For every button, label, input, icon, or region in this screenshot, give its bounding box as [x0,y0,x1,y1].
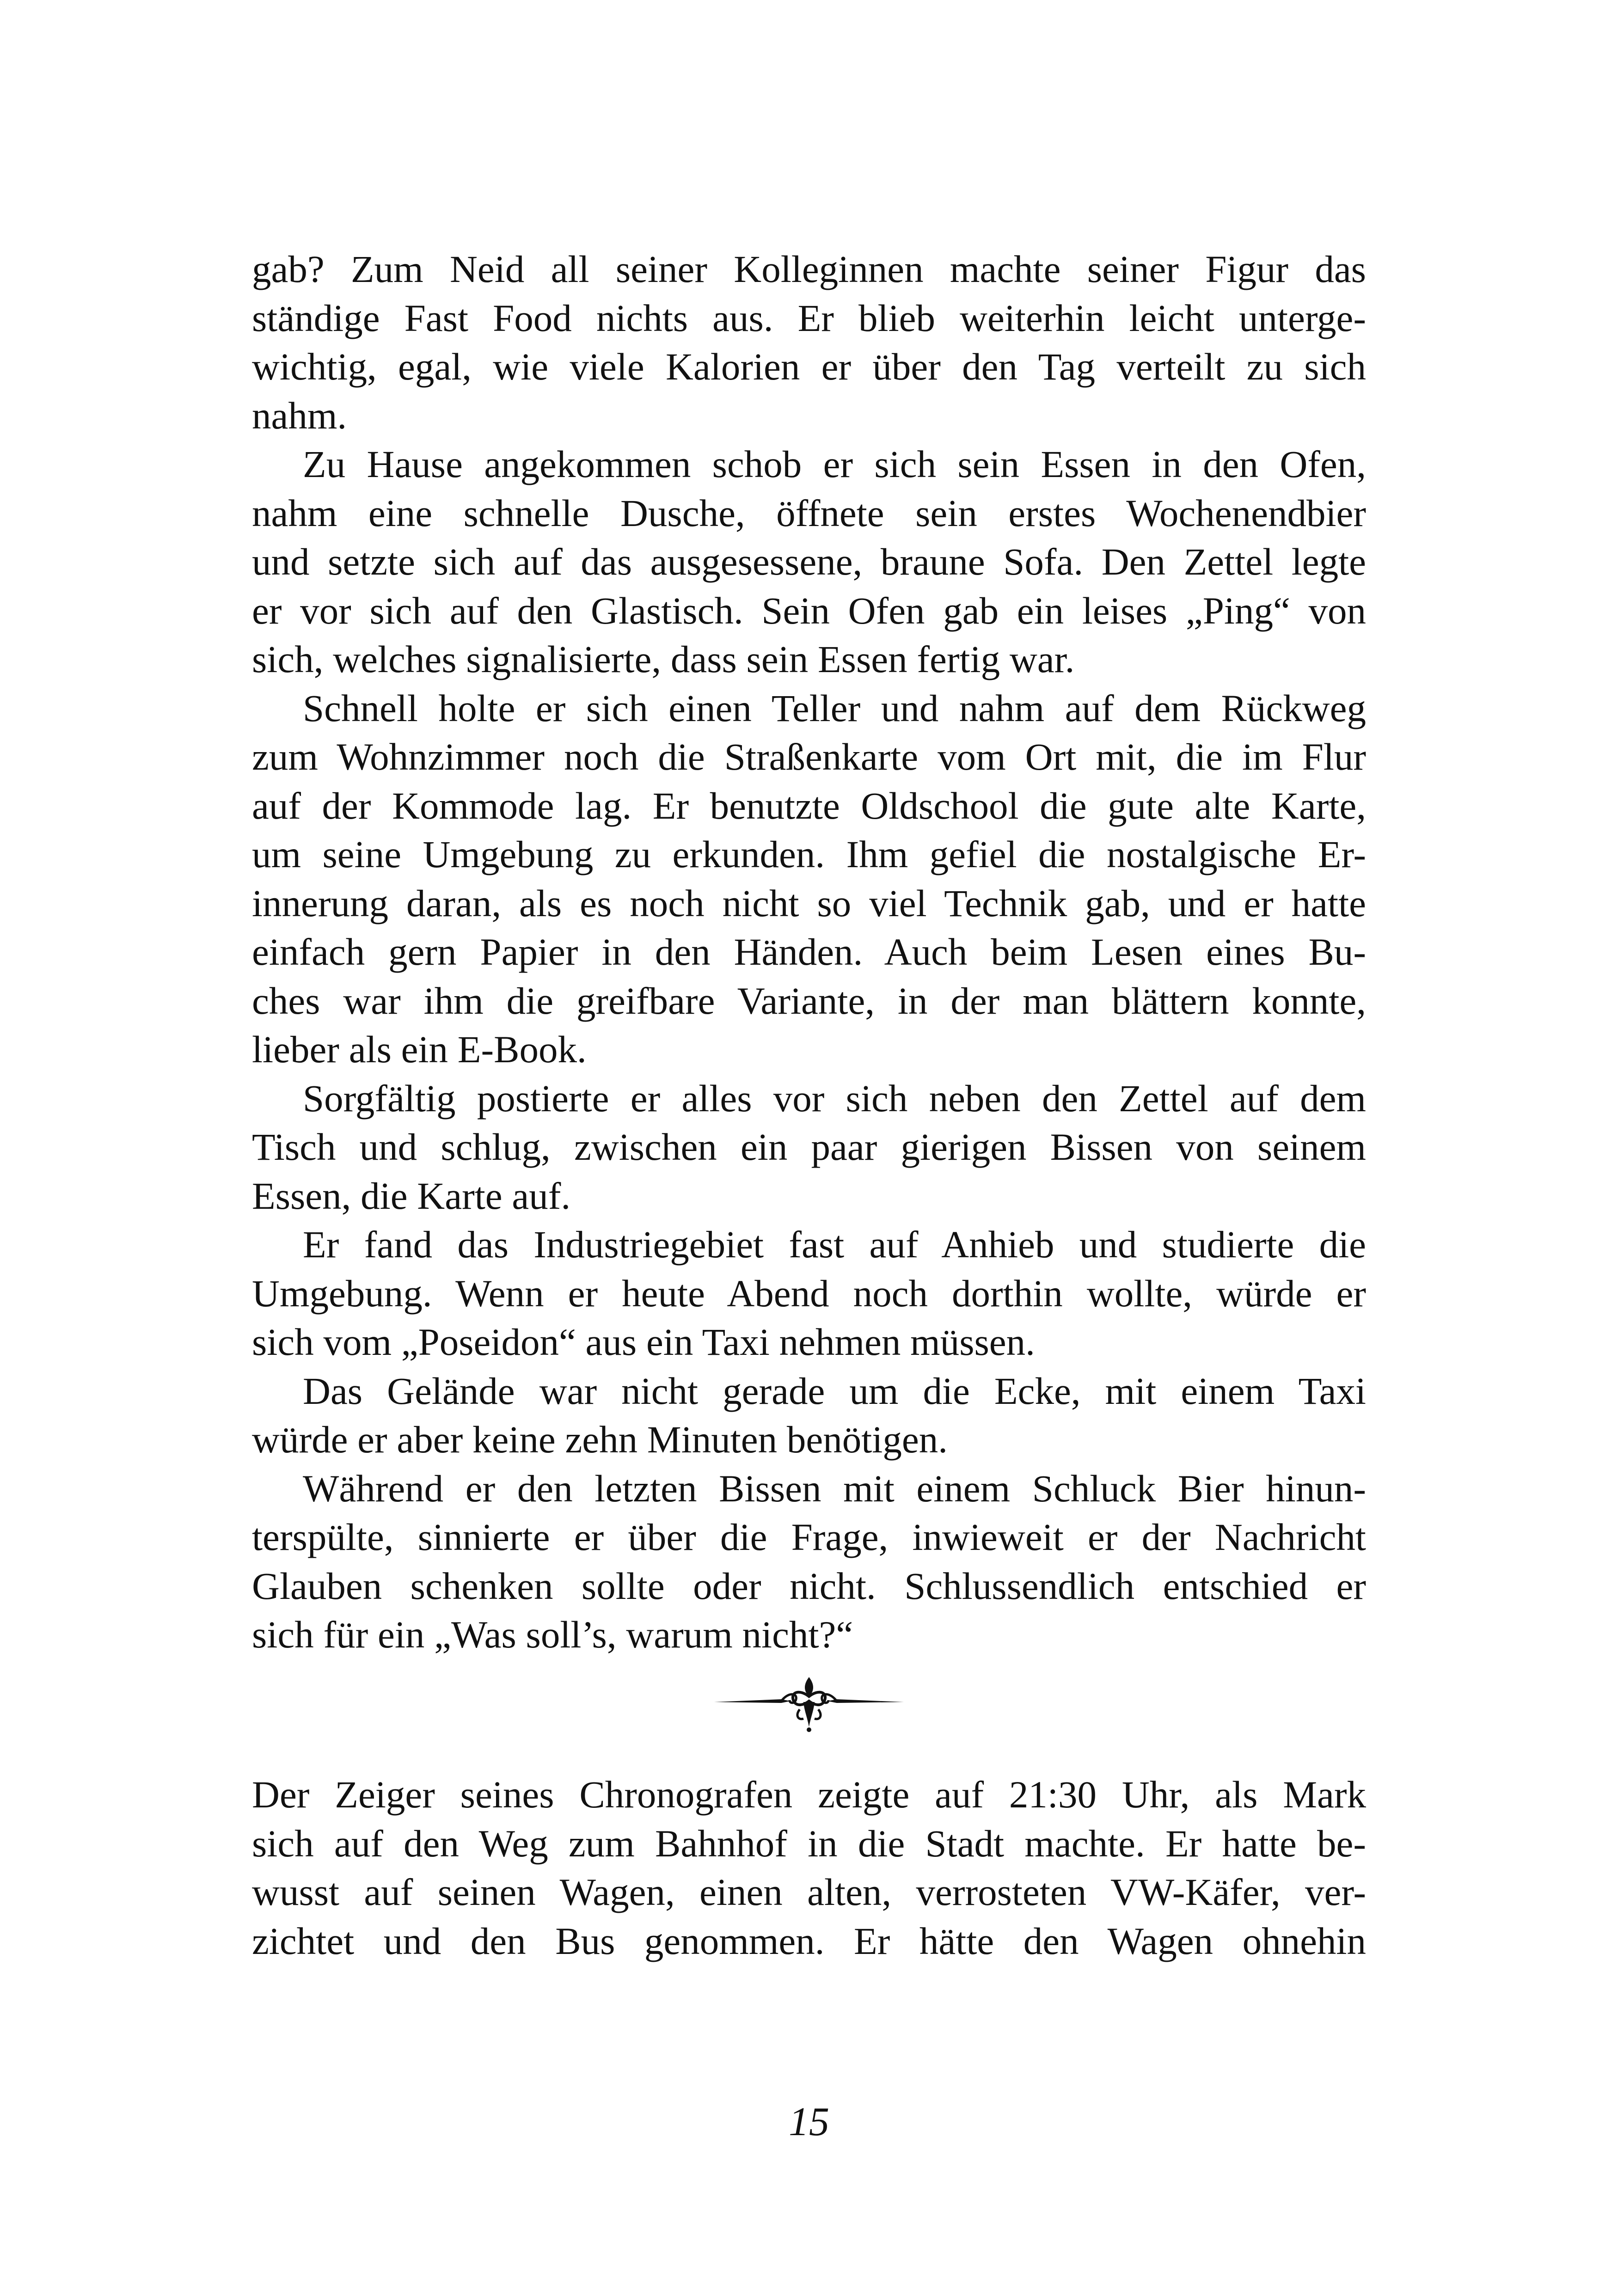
text-line: zichtet und den Bus genommen. Er hätte den Wagen ohnehin [252,1919,1366,1962]
text-line: ständige Fast Food nichts aus. Er blieb weiterhin leicht unterge- [252,296,1366,339]
text-line: Während er den letzten Bissen mit einem Schluck Bier hinun- [303,1467,1366,1510]
text-line: einfach gern Papier in den Händen. Auch beim Lesen eines Bu- [252,931,1366,973]
text-block-upper [252,245,1366,1659]
text-line: Er fand das Industriegebiet fast auf Anhieb und studierte die [303,1223,1366,1266]
text-line: Sorgfältig postierte er alles vor sich neben den Zettel auf dem [303,1077,1366,1120]
text-line: auf der Kommode lag. Er benutzte Oldschool die gute alte Karte, [252,784,1366,827]
text-line: innerung daran, als es noch nicht so viel Technik gab, und er hatte [252,882,1366,925]
text-line: sich für ein „Was soll’s, warum nicht?“ [252,1613,853,1656]
text-line: nahm. [252,394,347,437]
page-number: 15 [789,2100,829,2144]
text-line: ches war ihm die greifbare Variante, in der man blättern konnte, [252,979,1366,1022]
text-line: gab? Zum Neid all seiner Kolleginnen machte seiner Figur das [252,248,1366,290]
text-line: sich auf den Weg zum Bahnhof in die Stadt machte. Er hatte be- [252,1822,1366,1865]
text-line: Glauben schenken sollte oder nicht. Schlussendlich entschied er [252,1564,1366,1607]
text-line: wusst auf seinen Wagen, einen alten, verrosteten VW-Käfer, ver- [252,1871,1366,1913]
text-block-lower [252,1770,1366,1965]
text-line: Das Gelände war nicht gerade um die Ecke, mit einem Taxi [303,1369,1366,1412]
text-line: Umgebung. Wenn er heute Abend noch dorthin wollte, würde er [252,1272,1366,1315]
text-line: lieber als ein E-Book. [252,1028,587,1071]
text-line: terspülte, sinnierte er über die Frage, inwieweit er der Nachricht [252,1516,1366,1558]
text-line: Schnell holte er sich einen Teller und nahm auf dem Rückweg [303,686,1366,729]
text-line: wichtig, egal, wie viele Kalorien er über den Tag verteilt zu sich [252,345,1366,388]
text-line: Tisch und schlug, zwischen ein paar gierigen Bissen von seinem [252,1126,1366,1168]
text-line: Essen, die Karte auf. [252,1174,571,1217]
text-line: würde er aber keine zehn Minuten benötigen. [252,1418,948,1461]
text-line: nahm eine schnelle Dusche, öffnete sein erstes Wochenendbier [252,491,1366,534]
text-line: um seine Umgebung zu erkunden. Ihm gefiel die nostalgische Er- [252,833,1366,876]
text-line: und setzte sich auf das ausgesessene, braune Sofa. Den Zettel legte [252,540,1366,583]
text-line: sich vom „Poseidon“ aus ein Taxi nehmen müssen. [252,1321,1035,1363]
fleuron-divider-icon [712,1669,906,1733]
text-line: er vor sich auf den Glastisch. Sein Ofen gab ein leises „Ping“ von [252,589,1366,632]
text-line: sich, welches signalisierte, dass sein Essen fertig war. [252,638,1075,680]
text-line: Der Zeiger seines Chronografen zeigte auf 21:30 Uhr, als Mark [252,1773,1366,1816]
text-line: Zu Hause angekommen schob er sich sein Essen in den Ofen, [303,443,1366,485]
text-line: zum Wohnzimmer noch die Straßenkarte vom Ort mit, die im Flur [252,735,1366,778]
